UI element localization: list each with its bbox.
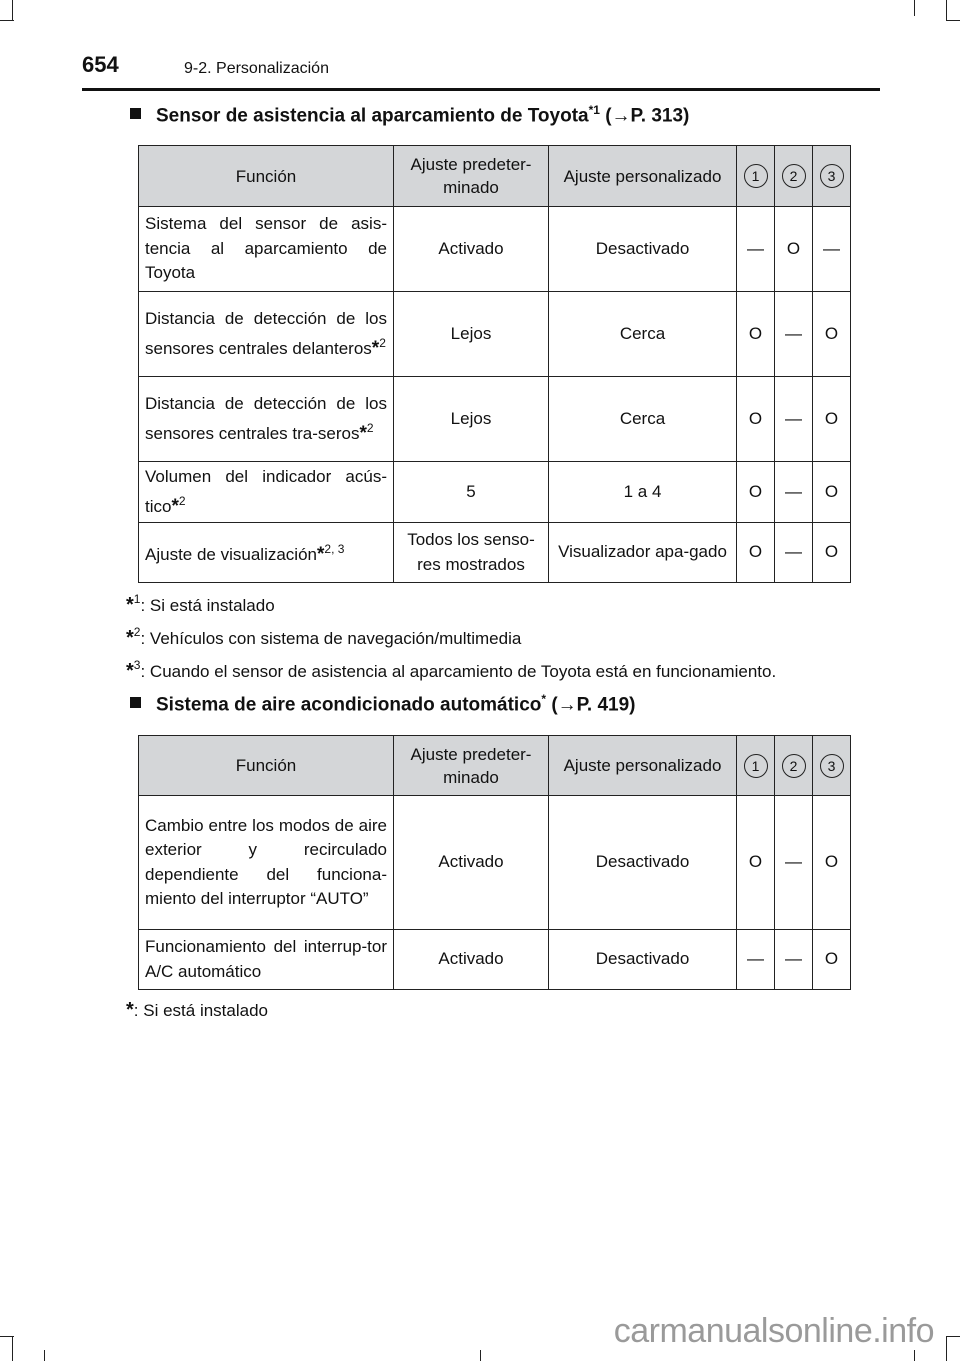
circled-number-3-icon: 3 <box>820 164 844 188</box>
page-reference: (→P. 419) <box>551 694 636 716</box>
cell-method-3: O <box>813 930 851 990</box>
footnote-ref: 2 <box>178 494 186 508</box>
crop-mark <box>946 1336 947 1361</box>
column-header-custom: Ajuste personalizado <box>549 146 737 207</box>
crop-mark <box>12 0 13 20</box>
column-header-method-1 <box>737 736 775 796</box>
cell-function-text: Volumen del indicador acús-tico <box>145 466 387 516</box>
cell-custom: Desactivado <box>549 930 737 990</box>
footnote-text: : Si está instalado <box>140 596 275 615</box>
table-row <box>139 462 851 523</box>
column-header-method-1 <box>737 146 775 207</box>
cell-method-1: O <box>737 377 775 462</box>
footnote-number: 1 <box>133 592 141 606</box>
page-reference: (→P. 313) <box>605 105 690 127</box>
circled-number-1-icon: 1 <box>744 754 768 778</box>
watermark: carmanualsonline.info <box>613 1312 934 1350</box>
table-row <box>139 930 851 990</box>
column-header-custom: Ajuste personalizado <box>549 736 737 796</box>
section-title-text: Sistema de aire acondicionado automático <box>156 694 542 716</box>
crop-mark <box>0 1336 14 1337</box>
cell-function <box>139 292 394 377</box>
cell-method-3: — <box>813 207 851 292</box>
cell-method-3: O <box>813 796 851 930</box>
section-title-air-conditioning <box>130 692 635 716</box>
header-rule <box>82 88 880 91</box>
footnote-mark: * <box>126 999 134 1021</box>
circled-number-1-icon: 1 <box>744 164 768 188</box>
column-header-method-3 <box>813 146 851 207</box>
footnote-text: : Si está instalado <box>133 1001 268 1020</box>
crop-mark <box>0 20 14 21</box>
cell-method-2: — <box>775 930 813 990</box>
crop-mark <box>914 1350 915 1361</box>
table-row <box>139 377 851 462</box>
cell-default: Todos los senso-res mostrados <box>394 523 549 583</box>
cell-default: Lejos <box>394 377 549 462</box>
footnote-text: : Cuando el sensor de asistencia al aparcamiento de Toyota está en funcionamiento. <box>140 662 777 681</box>
footnote-mark: * <box>126 627 134 649</box>
cell-default: Lejos <box>394 292 549 377</box>
column-header-method-2 <box>775 146 813 207</box>
circled-number-3-icon: 3 <box>820 754 844 778</box>
cell-default: Activado <box>394 930 549 990</box>
settings-table-air-conditioning <box>138 735 851 990</box>
crop-mark <box>946 0 947 20</box>
circled-number-2-icon: 2 <box>782 754 806 778</box>
cell-function: Sistema del sensor de asis-tencia al aparcamiento de Toyota <box>139 207 394 292</box>
cell-method-1: O <box>737 462 775 523</box>
footnote-number: 3 <box>133 658 141 672</box>
crop-mark <box>12 1336 13 1361</box>
cell-method-3: O <box>813 462 851 523</box>
column-header-default: Ajuste predeter-minado <box>394 736 549 796</box>
page-number: 654 <box>82 52 119 77</box>
cell-function <box>139 523 394 583</box>
footnote-star: * <box>171 496 179 517</box>
cell-function-text: Distancia de detección de los sensores centrales tra-seros <box>145 393 387 443</box>
column-header-method-2 <box>775 736 813 796</box>
cell-method-2: — <box>775 462 813 523</box>
table-row <box>139 523 851 583</box>
cell-default: Activado <box>394 796 549 930</box>
footnote-star: * <box>371 338 380 359</box>
column-header-function: Función <box>139 146 394 207</box>
cell-method-2: — <box>775 292 813 377</box>
section-title-text: Sensor de asistencia al aparcamiento de Toyota <box>156 105 589 127</box>
cell-method-1: — <box>737 930 775 990</box>
footnote <box>126 658 776 683</box>
footnote <box>126 592 275 617</box>
footnote-ref: 2 <box>366 421 374 435</box>
table-row <box>139 207 851 292</box>
cell-custom: Desactivado <box>549 796 737 930</box>
cell-method-1: O <box>737 523 775 583</box>
cell-function <box>139 377 394 462</box>
section-title-sup: * <box>541 692 547 706</box>
cell-default: 5 <box>394 462 549 523</box>
cell-custom: Cerca <box>549 292 737 377</box>
cell-function-text: Distancia de detección de los sensores centrales delanteros <box>145 308 387 358</box>
cell-method-3: O <box>813 377 851 462</box>
page-header <box>82 52 882 82</box>
footnote-star: * <box>359 423 367 444</box>
column-header-method-3 <box>813 736 851 796</box>
cell-custom: Cerca <box>549 377 737 462</box>
table-row <box>139 292 851 377</box>
cell-method-3: O <box>813 523 851 583</box>
cell-method-2: — <box>775 523 813 583</box>
section-title-parking-sensor <box>130 103 689 127</box>
footnote-mark: * <box>126 660 134 682</box>
cell-custom: Visualizador apa-gado <box>549 523 737 583</box>
footnote-star: * <box>316 544 325 566</box>
footnote-mark: * <box>126 594 134 616</box>
footnote-number: 2 <box>133 625 141 639</box>
cell-method-3: O <box>813 292 851 377</box>
table-header-row <box>139 736 851 796</box>
crop-mark <box>946 20 960 21</box>
square-bullet-icon <box>130 108 141 119</box>
footnote-ref: 2, 3 <box>324 542 345 557</box>
cell-default: Activado <box>394 207 549 292</box>
column-header-default: Ajuste predeter-minado <box>394 146 549 207</box>
settings-table-parking-sensor <box>138 145 851 583</box>
cell-method-2: O <box>775 207 813 292</box>
cell-method-1: — <box>737 207 775 292</box>
footnote-ref: 2 <box>379 336 386 350</box>
footnote <box>126 625 521 650</box>
crop-mark <box>44 1350 45 1361</box>
cell-method-1: O <box>737 796 775 930</box>
square-bullet-icon <box>130 697 141 708</box>
cell-method-2: — <box>775 796 813 930</box>
column-header-function: Función <box>139 736 394 796</box>
cell-function: Cambio entre los modos de aire exterior y recirculado dependiente del funciona-miento del interruptor “AUTO” <box>139 796 394 930</box>
footnote-text: : Vehículos con sistema de navegación/multimedia <box>140 629 522 648</box>
crop-mark <box>914 0 915 16</box>
cell-function <box>139 462 394 523</box>
cell-function: Funcionamiento del interrup-tor A/C automático <box>139 930 394 990</box>
footnote <box>126 999 268 1022</box>
cell-custom: 1 a 4 <box>549 462 737 523</box>
crop-mark <box>480 1350 481 1361</box>
cell-method-1: O <box>737 292 775 377</box>
crop-mark <box>946 1336 960 1337</box>
cell-method-2: — <box>775 377 813 462</box>
section-title-sup: *1 <box>588 103 600 117</box>
table-row <box>139 796 851 930</box>
cell-function-text: Ajuste de visualización <box>145 545 317 565</box>
circled-number-2-icon: 2 <box>782 164 806 188</box>
table-header-row <box>139 146 851 207</box>
cell-custom: Desactivado <box>549 207 737 292</box>
chapter-title: 9-2. Personalización <box>184 60 329 77</box>
